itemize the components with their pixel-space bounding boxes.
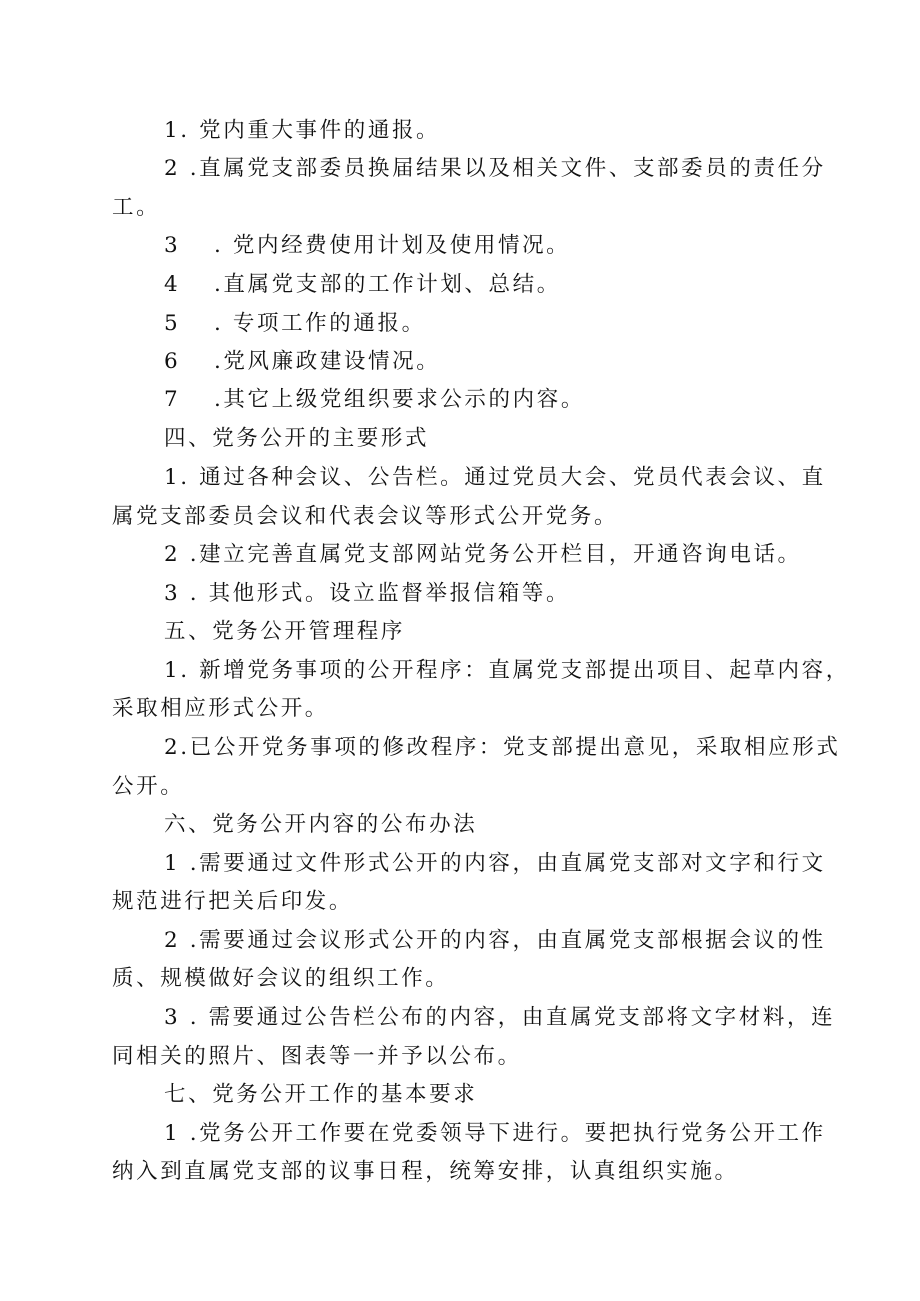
list-item [164, 116, 440, 146]
item-number: 6 [164, 349, 181, 374]
paragraph-text: 1. 新增党务事项的公开程序：直属党支部提出项目、起草内容， [164, 658, 850, 683]
list-item [164, 540, 802, 570]
list-item [164, 579, 570, 609]
list-item-continuation [112, 772, 184, 802]
list-item-continuation [112, 694, 329, 724]
paragraph-text: 1. 通过各种会议、公告栏。通过党员大会、党员代表会议、直 [164, 465, 826, 490]
paragraph-text: 3 . 其他形式。设立监督举报信箱等。 [164, 581, 571, 606]
paragraph-text: . 党内经费使用计划及使用情况。 [214, 233, 571, 258]
list-item [164, 347, 440, 377]
heading-text: 四、党务公开的主要形式 [164, 426, 430, 451]
paragraph-text: 1 .需要通过文件形式公开的内容，由直属党支部对文字和行文 [164, 851, 826, 876]
heading-text: 五、党务公开管理程序 [164, 619, 406, 644]
section-heading [164, 810, 477, 840]
item-number: 3 [164, 233, 181, 258]
paragraph-text: 工。 [112, 195, 161, 220]
paragraph-text: 2 .需要通过会议形式公开的内容，由直属党支部根据会议的性 [164, 928, 826, 953]
list-item [164, 385, 585, 415]
paragraph-text: 属党支部委员会议和代表会议等形式公开党务。 [112, 504, 619, 529]
list-item-continuation [112, 193, 160, 223]
list-item-continuation [112, 502, 618, 532]
heading-text: 七、党务公开工作的基本要求 [164, 1082, 478, 1107]
paragraph-text: 3 . 需要通过公告栏公布的内容，由直属党支部将文字材料，连 [164, 1005, 836, 1030]
paragraph-text: .直属党支部的工作计划、总结。 [214, 272, 561, 297]
item-number: 4 [164, 272, 181, 297]
list-item [164, 231, 570, 261]
item-number: 7 [164, 387, 181, 412]
section-heading [164, 617, 405, 647]
paragraph-text: . 专项工作的通报。 [214, 311, 426, 336]
list-item [164, 154, 826, 184]
list-item [164, 270, 561, 300]
paragraph-text: 公开。 [112, 774, 185, 799]
paragraph-text: 采取相应形式公开。 [112, 696, 329, 721]
list-item [164, 1003, 835, 1033]
section-heading [164, 1080, 477, 1110]
paragraph-text: 2 .建立完善直属党支部网站党务公开栏目，开通咨询电话。 [164, 542, 802, 567]
paragraph-text: 1. 党内重大事件的通报。 [164, 118, 441, 143]
list-item [164, 849, 826, 879]
list-item [164, 656, 850, 686]
list-item [164, 1119, 826, 1149]
paragraph-text: .其它上级党组织要求公示的内容。 [214, 387, 585, 412]
list-item [164, 463, 826, 493]
paragraph-text: 质、规模做好会议的组织工作。 [112, 966, 450, 991]
paragraph-text: 规范进行把关后印发。 [112, 889, 354, 914]
item-number: 5 [164, 311, 181, 336]
list-item [164, 733, 840, 763]
list-item-continuation [112, 1157, 739, 1187]
heading-text: 六、党务公开内容的公布办法 [164, 812, 478, 837]
list-item-continuation [112, 1042, 522, 1072]
paragraph-text: 2.已公开党务事项的修改程序：党支部提出意见，采取相应形式 [164, 735, 841, 760]
paragraph-text: 纳入到直属党支部的议事日程，统筹安排，认真组织实施。 [112, 1159, 739, 1184]
list-item [164, 309, 426, 339]
list-item-continuation [112, 964, 449, 994]
section-heading [164, 424, 429, 454]
paragraph-text: .党风廉政建设情况。 [214, 349, 441, 374]
list-item-continuation [112, 887, 353, 917]
paragraph-text: 2 .直属党支部委员换届结果以及相关文件、支部委员的责任分 [164, 156, 826, 181]
paragraph-text: 同相关的照片、图表等一并予以公布。 [112, 1044, 522, 1069]
list-item [164, 926, 826, 956]
paragraph-text: 1 .党务公开工作要在党委领导下进行。要把执行党务公开工作 [164, 1121, 826, 1146]
